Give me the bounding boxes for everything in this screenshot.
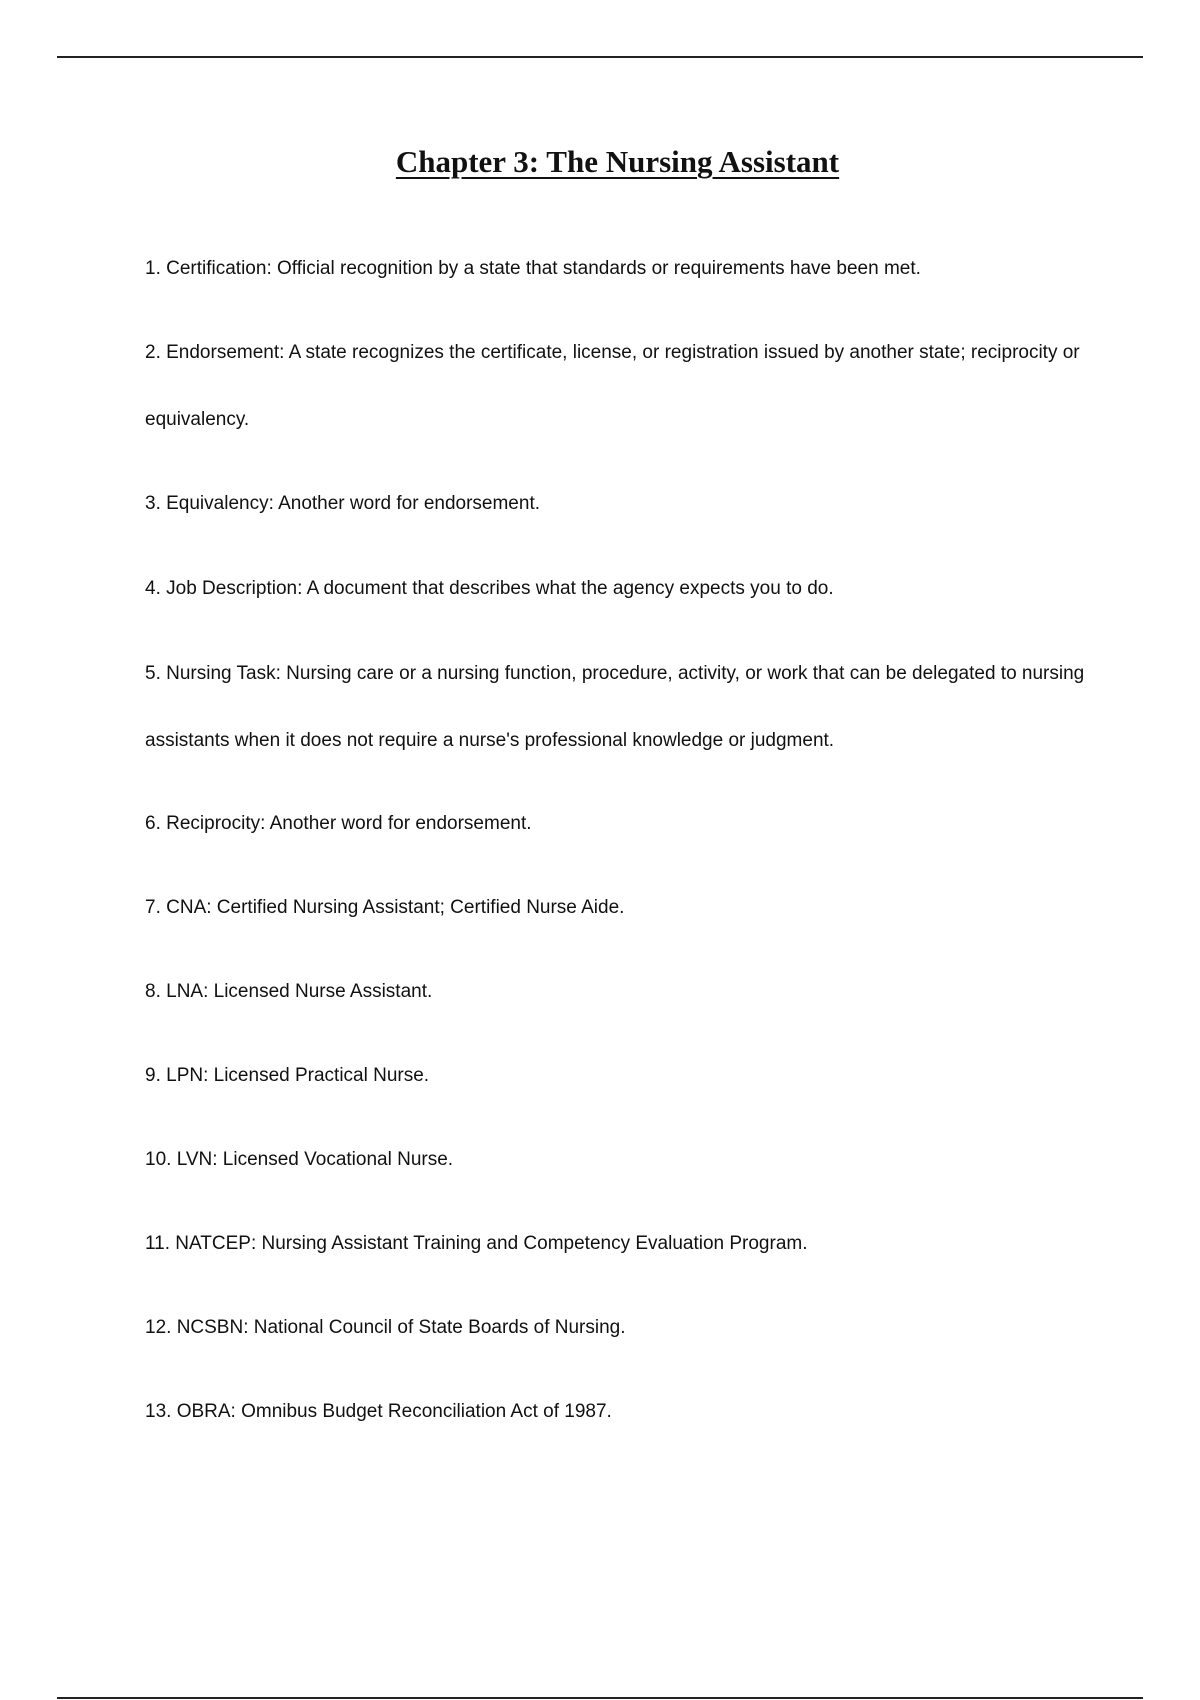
- bottom-divider: [57, 1697, 1143, 1699]
- glossary-entry-8: 8. LNA: Licensed Nurse Assistant.: [145, 981, 433, 1002]
- glossary-entry-9: 9. LPN: Licensed Practical Nurse.: [145, 1065, 430, 1086]
- glossary-entry-2: 2. Endorsement: A state recognizes the certificate, license, or registration issued by another state; reciprocity or equivalency.: [145, 342, 1080, 430]
- page-title-text: Chapter 3: The Nursing Assistant: [395, 144, 840, 179]
- glossary-entry-12: 12. NCSBN: National Council of State Boards of Nursing.: [145, 1317, 626, 1338]
- glossary-entry-6: 6. Reciprocity: Another word for endorsement.: [145, 813, 532, 834]
- glossary-entry-13: 13. OBRA: Omnibus Budget Reconciliation Act of 1987.: [145, 1401, 612, 1422]
- glossary-entry-1: 1. Certification: Official recognition by a state that standards or requirements have been met.: [145, 258, 921, 279]
- glossary-entry-11: 11. NATCEP: Nursing Assistant Training and Competency Evaluation Program.: [145, 1233, 808, 1254]
- glossary-entry-4: 4. Job Description: A document that describes what the agency expects you to do.: [145, 578, 834, 599]
- glossary-entry-10: 10. LVN: Licensed Vocational Nurse.: [145, 1149, 454, 1170]
- glossary-entry-7: 7. CNA: Certified Nursing Assistant; Certified Nurse Aide.: [145, 897, 625, 918]
- glossary-entry-5: 5. Nursing Task: Nursing care or a nursing function, procedure, activity, or work that can be delegated to nursing assistants when it does not require a nurse's professional knowledge or judgment.: [145, 663, 1085, 751]
- glossary-entry-3: 3. Equivalency: Another word for endorsement.: [145, 493, 541, 514]
